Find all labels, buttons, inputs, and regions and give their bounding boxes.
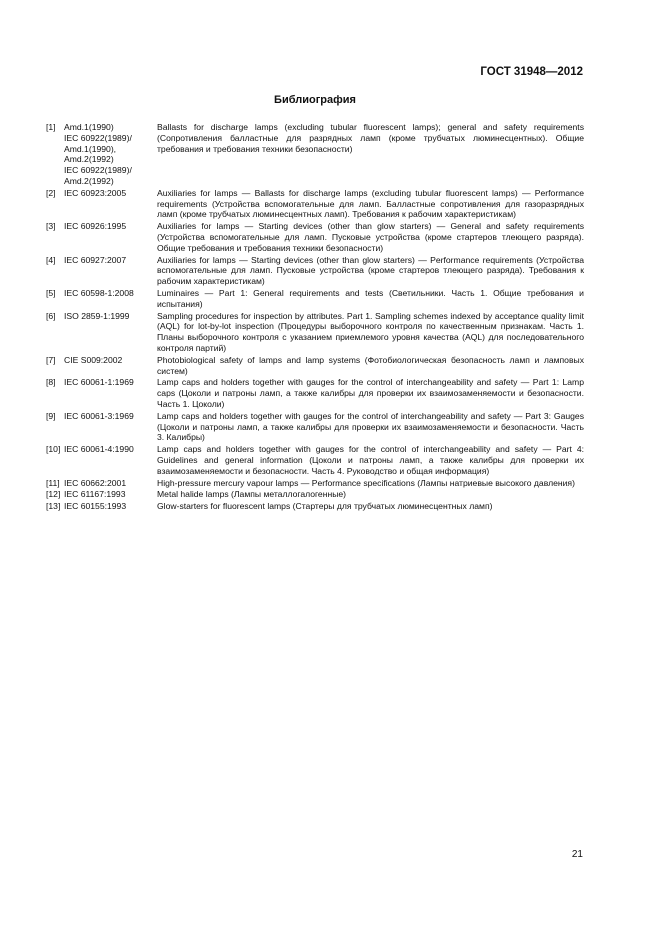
bibliography-entry [46,311,584,354]
standard-reference-line: IEC 60922(1989)/ [64,165,132,176]
standard-reference-line: ISO 2859-1:1999 [64,310,130,321]
bibliography-entry [46,122,584,187]
bibliography-entry [46,478,584,489]
bibliography-entry [46,444,584,476]
bibliography-entry [46,489,584,500]
entry-standard-reference [64,288,157,310]
page-number: 21 [571,849,583,860]
standard-reference-line: IEC 60922(1989)/ [64,132,132,143]
entry-number: [2] [46,187,56,198]
standard-reference-line: IEC 60061-3:1969 [64,410,134,421]
bibliography-entry [46,221,584,253]
standard-reference-line: Amd.2(1992) [64,175,114,186]
standard-reference-line: IEC 60155:1993 [64,501,127,512]
page-title: Библиография [274,94,356,106]
entry-standard-reference [64,478,157,489]
standard-reference-line: Amd.1(1990) [64,122,114,132]
bibliography-entry [46,411,584,443]
entry-description: Lamp caps and holders together with gauges for the control of interchangeability and safety — Part 4: Guidelines and general information (Цоколи и патроны ламп, а также калибры для проверки их взаимозаменяемости и безопасности. Часть 4. Руководство и общая информация) [157,444,584,476]
entry-description: Auxiliaries for lamps — Starting devices (other than glow starters) — Performance requirements (Устройства вспомогательные для ламп. Пусковые устройства (кроме стартеров тлеющего разряда). Требования к рабочим характеристикам) [157,254,584,287]
bibliography-entry [46,255,584,287]
entry-standard-reference [64,501,157,512]
entry-description: Auxiliaries for lamps — Ballasts for discharge lamps (excluding tubular fluorescent lamps) — Performance requirements (Устройства вспомогательные для ламп. Балластные сопротивления для газоразрядных ламп (кроме трубчатых люминесцентных ламп). Требования к рабочим характеристикам) [157,187,584,220]
bibliography-entry [46,188,584,220]
standard-reference-line: Amd.2(1992) [64,154,114,165]
standard-reference-line: CIE S009:2002 [64,354,123,365]
entry-number: [3] [46,221,56,232]
entry-standard-reference [64,122,157,187]
standard-reference-line: IEC 60061-1:1969 [64,377,134,388]
bibliography-entry [46,288,584,310]
bibliography-entry [46,377,584,409]
entry-description: Lamp caps and holders together with gauges for the control of interchangeability and safety — Part 3: Gauges (Цоколи и патроны ламп, а также калибры для проверки их взаимозаменяемости и безопасности. Часть 3. Калибры) [157,410,584,443]
entry-description: Sampling procedures for inspection by attributes. Part 1. Sampling schemes indexed by acceptance quality limit (AQL) for lot-by-lot inspection (Процедуры выборочного контроля по качественным признакам. Часть 1. Планы выборочного контроля с указанием приемлемого уровня качества (AQL) для последовательного контроля партий) [157,310,584,353]
entry-number: [7] [46,354,56,365]
entry-standard-reference [64,411,157,443]
bibliography-entry [46,501,584,512]
entry-standard-reference [64,355,157,377]
entry-standard-reference [64,188,157,220]
entry-number: [4] [46,254,56,265]
bibliography-list [46,122,584,513]
entry-number: [6] [46,310,56,321]
entry-standard-reference [64,489,157,500]
entry-number: [8] [46,377,56,388]
standard-reference-line: IEC 60927:2007 [64,254,127,265]
entry-description: Metal halide lamps (Лампы металлогалогенные) [157,489,347,500]
entry-description: Photobiological safety of lamps and lamp systems (Фотобиологическая безопасность ламп и ламповых систем) [157,354,584,376]
document-designation: ГОСТ 31948—2012 [480,66,583,78]
entry-standard-reference [64,377,157,409]
entry-number: [13] [46,501,61,512]
standard-reference-line: Amd.1(1990), [64,143,117,154]
standard-reference-line: IEC 60662:2001 [64,477,127,488]
entry-description: Lamp caps and holders together with gauges for the control of interchangeability and safety — Part 1: Lamp caps (Цоколи и патроны ламп, а также калибры для проверки их взаимозаменяемости и безопасности. Часть 1. Цоколи) [157,377,584,409]
entry-number: [1] [46,122,56,132]
standard-reference-line: IEC 61167:1993 [64,489,126,500]
entry-description: High-pressure mercury vapour lamps — Performance specifications (Лампы натриевые высокого давления) [157,477,575,488]
entry-number: [5] [46,287,56,298]
entry-description: Luminaires — Part 1: General requirements and tests (Светильники. Часть 1. Общие требования и испытания) [157,287,584,309]
bibliography-entry [46,355,584,377]
entry-standard-reference [64,221,157,253]
standard-reference-line: IEC 60598-1:2008 [64,287,134,298]
entry-standard-reference [64,255,157,287]
standard-reference-line: IEC 60061-4:1990 [64,444,134,455]
entry-description: Ballasts for discharge lamps (excluding tubular fluorescent lamps); general and safety requirements (Сопротивления балластные для разрядных ламп (кроме трубчатых люминесцентных). Общие требования и требования техники безопасности) [157,122,584,154]
entry-description: Auxiliaries for lamps — Starting devices (other than glow starters) — General and safety requirements (Устройства вспомогательные для ламп. Пусковые устройства (кроме стартеров тлеющего разряда). Общие требования и требования техники безопасности) [157,221,584,253]
entry-description: Glow-starters for fluorescent lamps (Стартеры для трубчатых люминесцентных ламп) [157,501,493,512]
entry-number: [10] [46,444,61,455]
entry-standard-reference [64,311,157,354]
standard-reference-line: IEC 60923:2005 [64,187,127,198]
entry-number: [12] [46,489,61,500]
entry-standard-reference [64,444,157,476]
entry-number: [11] [46,477,60,488]
standard-reference-line: IEC 60926:1995 [64,221,127,232]
entry-number: [9] [46,410,56,421]
